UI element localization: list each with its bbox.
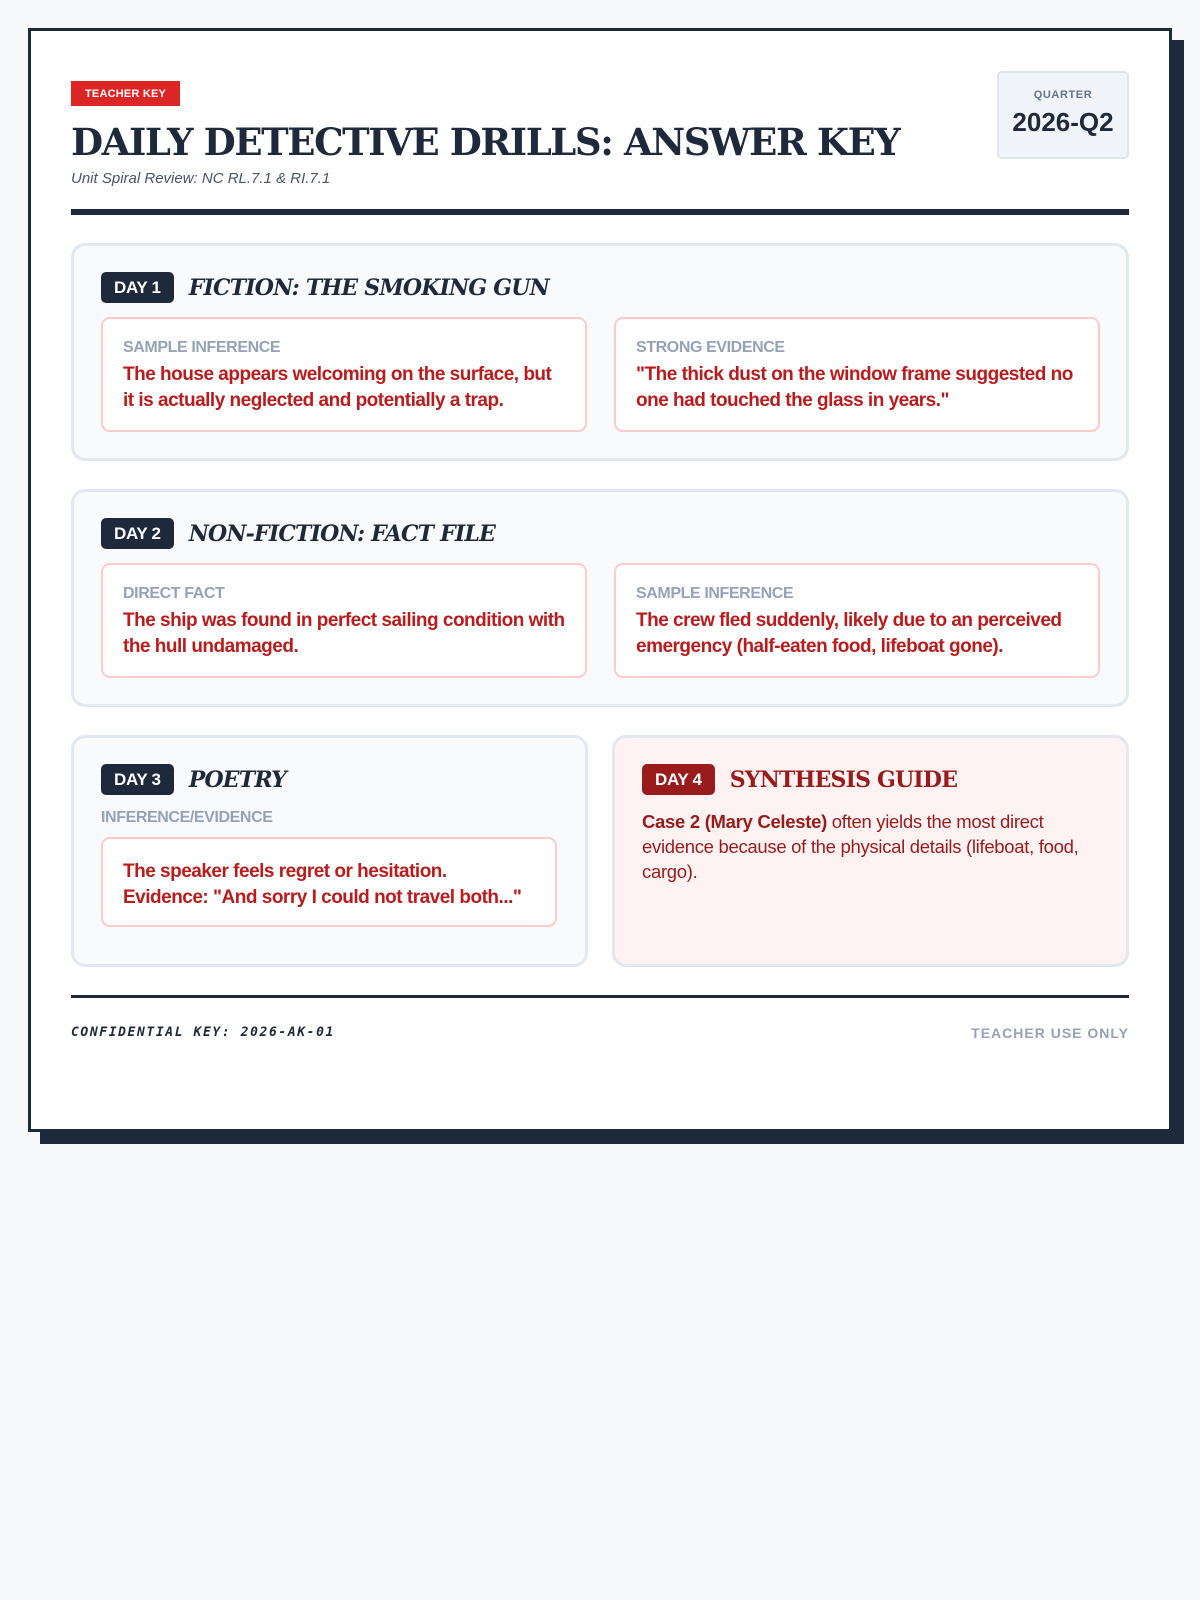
card-label: SAMPLE INFERENCE <box>123 339 281 356</box>
page-subtitle: Unit Spiral Review: NC RL.7.1 & RI.7.1 <box>71 170 331 187</box>
page-title: DAILY DETECTIVE DRILLS: ANSWER KEY <box>71 120 900 164</box>
day-2-card-inference <box>614 563 1100 678</box>
synthesis-case-name: Case 2 (Mary Celeste) <box>642 811 827 832</box>
synthesis-text <box>642 809 1100 884</box>
quarter-value: 2026-Q2 <box>1012 107 1114 137</box>
card-label: STRONG EVIDENCE <box>636 339 785 356</box>
header <box>71 81 1129 209</box>
day-4-pill: DAY 4 <box>642 764 715 795</box>
day-1-card-inference <box>101 317 587 432</box>
day-3-section-label: INFERENCE/EVIDENCE <box>101 809 273 826</box>
card-answer: The house appears welcoming on the surface, but it is actually neglected and potentially a trap. <box>123 364 552 411</box>
answer-key-sheet <box>28 28 1172 1132</box>
day-2-card-fact <box>101 563 587 678</box>
day-3-title: POETRY <box>188 766 287 793</box>
quarter-box <box>997 71 1129 159</box>
header-divider <box>71 209 1129 215</box>
synthesis-explanation: often yields the most direct evidence because of the physical details (lifeboat, food, cargo). <box>642 811 1079 882</box>
day-1-pill: DAY 1 <box>101 272 174 303</box>
day-3-pill: DAY 3 <box>101 764 174 795</box>
card-answer: The crew fled suddenly, likely due to an perceived emergency (half-eaten food, lifeboat gone). <box>636 610 1062 657</box>
day-1-panel <box>71 243 1129 461</box>
footer <box>71 1025 1129 1041</box>
card-answer: The speaker feels regret or hesitation. Evidence: "And sorry I could not travel both..." <box>123 861 522 908</box>
day-2-panel <box>71 489 1129 707</box>
day-4-heading <box>642 764 1100 795</box>
card-label: DIRECT FACT <box>123 585 225 602</box>
day-2-title: NON-FICTION: FACT FILE <box>188 520 496 547</box>
day-2-pill: DAY 2 <box>101 518 174 549</box>
day-2-cards <box>101 563 1100 678</box>
card-answer: The ship was found in perfect sailing condition with the hull undamaged. <box>123 610 565 657</box>
day-4-title: SYNTHESIS GUIDE <box>729 766 958 793</box>
day-1-card-evidence <box>614 317 1100 432</box>
card-label: SAMPLE INFERENCE <box>636 585 794 602</box>
teacher-key-badge: TEACHER KEY <box>71 81 180 106</box>
day-3-heading <box>101 764 559 795</box>
confidential-key-code: CONFIDENTIAL KEY: 2026-AK-01 <box>71 1025 335 1040</box>
quarter-label: QUARTER <box>1033 89 1093 101</box>
teacher-use-note: TEACHER USE ONLY <box>971 1025 1129 1041</box>
card-answer: "The thick dust on the window frame suggested no one had touched the glass in years." <box>636 364 1073 411</box>
bottom-row <box>71 735 1129 967</box>
day-4-panel <box>612 735 1129 967</box>
day-3-panel <box>71 735 588 967</box>
day-2-heading <box>101 518 1100 549</box>
day-1-heading <box>101 272 1100 303</box>
day-1-title: FICTION: THE SMOKING GUN <box>188 274 549 301</box>
day-1-cards <box>101 317 1100 432</box>
footer-divider <box>71 995 1129 998</box>
day-3-card-answer <box>101 837 557 927</box>
